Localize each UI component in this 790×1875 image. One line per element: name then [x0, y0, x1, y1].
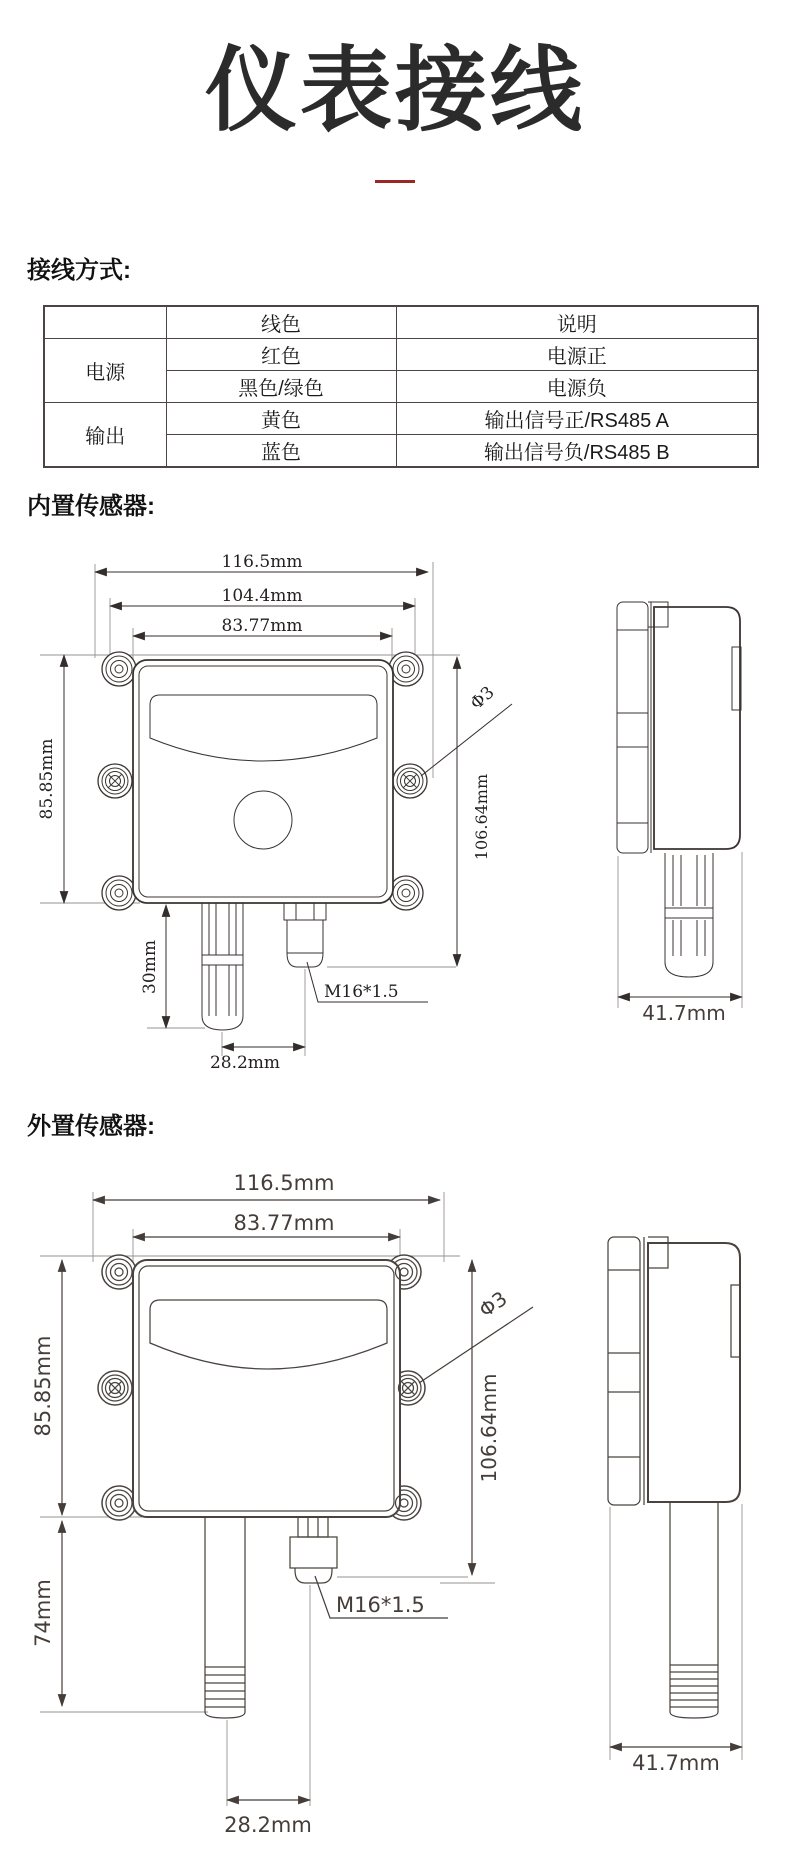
cell-color: 红色: [166, 339, 396, 371]
wiring-table: [43, 305, 759, 468]
cell-color: 蓝色: [166, 435, 396, 468]
dim-width-outer: 116.5mm: [233, 1171, 335, 1195]
sensor-probe: [205, 1517, 245, 1718]
dim-width-inner: 83.77mm: [233, 1211, 335, 1235]
cable-gland: [290, 1517, 337, 1583]
side-view: [608, 1237, 742, 1775]
side-view: [617, 602, 742, 1025]
sensor-probe: [202, 903, 243, 1030]
builtin-diagram: [0, 530, 790, 1075]
dim-probe-offset: 28.2mm: [224, 1813, 312, 1837]
cell-desc: 输出信号正/RS485 A: [396, 403, 758, 435]
dim-depth: 41.7mm: [642, 1001, 726, 1025]
header-empty-cell: [44, 306, 166, 339]
cell-color: 黄色: [166, 403, 396, 435]
dim-gland-thread: M16*1.5: [324, 982, 399, 1002]
dim-probe-offset: 28.2mm: [209, 1053, 281, 1073]
dim-gland-thread: M16*1.5: [336, 1593, 425, 1617]
header-desc-cell: 说明: [396, 306, 758, 339]
cell-desc: 电源正: [396, 339, 758, 371]
dim-hole-dia: Φ3: [474, 1286, 512, 1323]
wiring-section-label: 接线方式:: [27, 257, 131, 284]
group-output-cell: 输出: [44, 403, 166, 468]
group-power-cell: 电源: [44, 339, 166, 403]
cell-desc: 输出信号负/RS485 B: [396, 435, 758, 468]
enclosure-body: [133, 660, 393, 903]
dim-height-total: 106.64mm: [472, 773, 491, 861]
dim-depth: 41.7mm: [632, 1751, 720, 1775]
cable-gland: [284, 903, 326, 967]
dim-hole-dia: Φ3: [466, 682, 499, 715]
table-header-row: [44, 306, 758, 339]
dim-width-inner: 83.77mm: [221, 616, 303, 636]
header-color-cell: 线色: [166, 306, 396, 339]
dim-height: 85.85mm: [31, 1335, 55, 1437]
dim-probe-length: 30mm: [140, 940, 160, 994]
table-row: [44, 339, 758, 371]
dim-probe-length: 74mm: [31, 1579, 55, 1647]
enclosure-body: [133, 1260, 400, 1517]
page-title: 仪表接线: [204, 40, 585, 142]
cell-color: 黑色/绿色: [166, 371, 396, 403]
title-divider: [375, 180, 415, 183]
external-diagram: [0, 1160, 790, 1875]
dim-width-mid: 104.4mm: [221, 586, 303, 606]
dim-height-total: 106.64mm: [477, 1373, 501, 1483]
builtin-section-label: 内置传感器:: [27, 493, 155, 520]
cell-desc: 电源负: [396, 371, 758, 403]
dim-width-outer: 116.5mm: [221, 552, 303, 572]
external-section-label: 外置传感器:: [27, 1113, 155, 1140]
table-row: [44, 403, 758, 435]
dim-height: 85.85mm: [37, 738, 57, 820]
